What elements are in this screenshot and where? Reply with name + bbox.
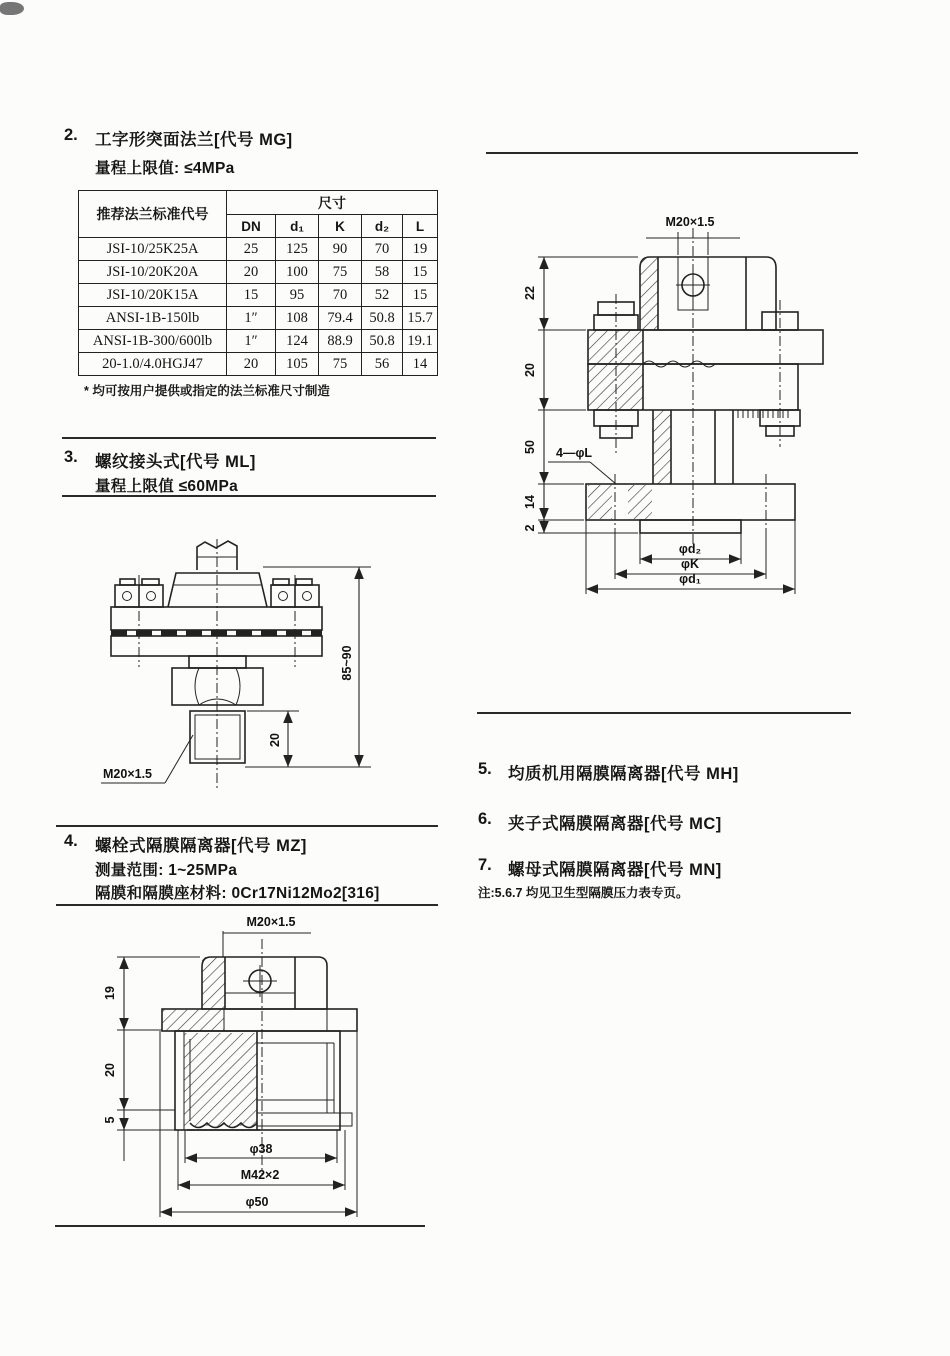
mg-dim-d2: φd₂	[678, 542, 702, 556]
table-row: JSI-10/25K25A 25 125 90 70 19	[79, 238, 438, 261]
mg-dim-50: 50	[523, 440, 537, 454]
section7-number: 7.	[478, 856, 492, 874]
divider	[486, 152, 858, 154]
mz-drawing	[57, 913, 412, 1233]
mg-dim-d1: φd₁	[679, 572, 701, 586]
mz-thread-label: M20×1.5	[246, 915, 296, 929]
mz-dim-19: 19	[103, 986, 117, 1000]
section4-range: 测量范围: 1~25MPa	[95, 862, 238, 879]
table-row: ANSI-1B-150lb 1″ 108 79.4 50.8 15.7	[79, 307, 438, 330]
section7-title: 螺母式隔膜隔离器[代号 MN]	[508, 861, 722, 879]
mz-dim-5: 5	[103, 1116, 117, 1124]
table-header-dimensions: 尺寸	[227, 191, 438, 215]
scan-artifact	[0, 2, 24, 15]
mz-dim-m42: M42×2	[240, 1168, 280, 1182]
section6-title: 夹子式隔膜隔离器[代号 MC]	[508, 815, 722, 833]
mz-dim-dia50: φ50	[245, 1195, 269, 1209]
divider	[62, 437, 436, 439]
mg-thread-label: M20×1.5	[665, 215, 715, 229]
divider	[55, 1225, 425, 1227]
section2-number: 2.	[64, 126, 78, 144]
section4-number: 4.	[64, 832, 78, 850]
col-header-k: K	[319, 215, 362, 238]
col-header-d2: d₂	[362, 215, 403, 238]
flange-table	[78, 190, 438, 376]
table-row: JSI-10/20K20A 20 100 75 58 15	[79, 261, 438, 284]
mz-dim-dia38: φ38	[249, 1142, 273, 1156]
divider	[56, 825, 438, 827]
divider	[477, 712, 851, 714]
section5-title: 均质机用隔膜隔离器[代号 MH]	[508, 765, 739, 783]
table-row: 20-1.0/4.0HGJ47 20 105 75 56 14	[79, 353, 438, 376]
table-row: ANSI-1B-300/600lb 1″ 124 88.9 50.8 19.1	[79, 330, 438, 353]
col-header-d1: d₁	[276, 215, 319, 238]
section2-subtitle: 量程上限值: ≤4MPa	[95, 160, 235, 177]
ml-thread-label: M20×1.5	[103, 767, 152, 781]
mg-drawing	[488, 212, 878, 642]
col-header-l: L	[403, 215, 438, 238]
section5-number: 5.	[478, 760, 492, 778]
table-header-standard: 推荐法兰标准代号	[79, 191, 227, 238]
ml-dim-20: 20	[268, 733, 282, 747]
divider	[62, 495, 436, 497]
ml-drawing	[75, 535, 395, 805]
table-row: JSI-10/20K15A 15 95 70 52 15	[79, 284, 438, 307]
section3-subtitle: 量程上限值 ≤60MPa	[95, 478, 239, 495]
section4-title: 螺栓式隔膜隔离器[代号 MZ]	[95, 837, 307, 855]
section4-material: 隔膜和隔膜座材料: 0Cr17Ni12Mo2[316]	[95, 885, 380, 902]
col-header-dn: DN	[227, 215, 276, 238]
section3-number: 3.	[64, 448, 78, 466]
mg-dim-2: 2	[523, 524, 537, 532]
mg-dim-k: φK	[681, 557, 699, 571]
mg-dim-14: 14	[523, 495, 537, 509]
mg-dim-20: 20	[523, 363, 537, 377]
ml-dim-height: 85~90	[340, 645, 354, 681]
table-footnote: * 均可按用户提供或指定的法兰标准尺寸制造	[84, 384, 330, 398]
section6-number: 6.	[478, 810, 492, 828]
mz-dim-20: 20	[103, 1063, 117, 1077]
divider	[56, 904, 438, 906]
section2-title: 工字形突面法兰[代号 MG]	[95, 131, 293, 149]
mg-dim-22: 22	[523, 286, 537, 300]
section7-note: 注:5.6.7 均见卫生型隔膜压力表专页。	[478, 886, 689, 900]
mg-holes-label: 4—φL	[556, 446, 593, 460]
section3-title: 螺纹接头式[代号 ML]	[95, 453, 256, 471]
